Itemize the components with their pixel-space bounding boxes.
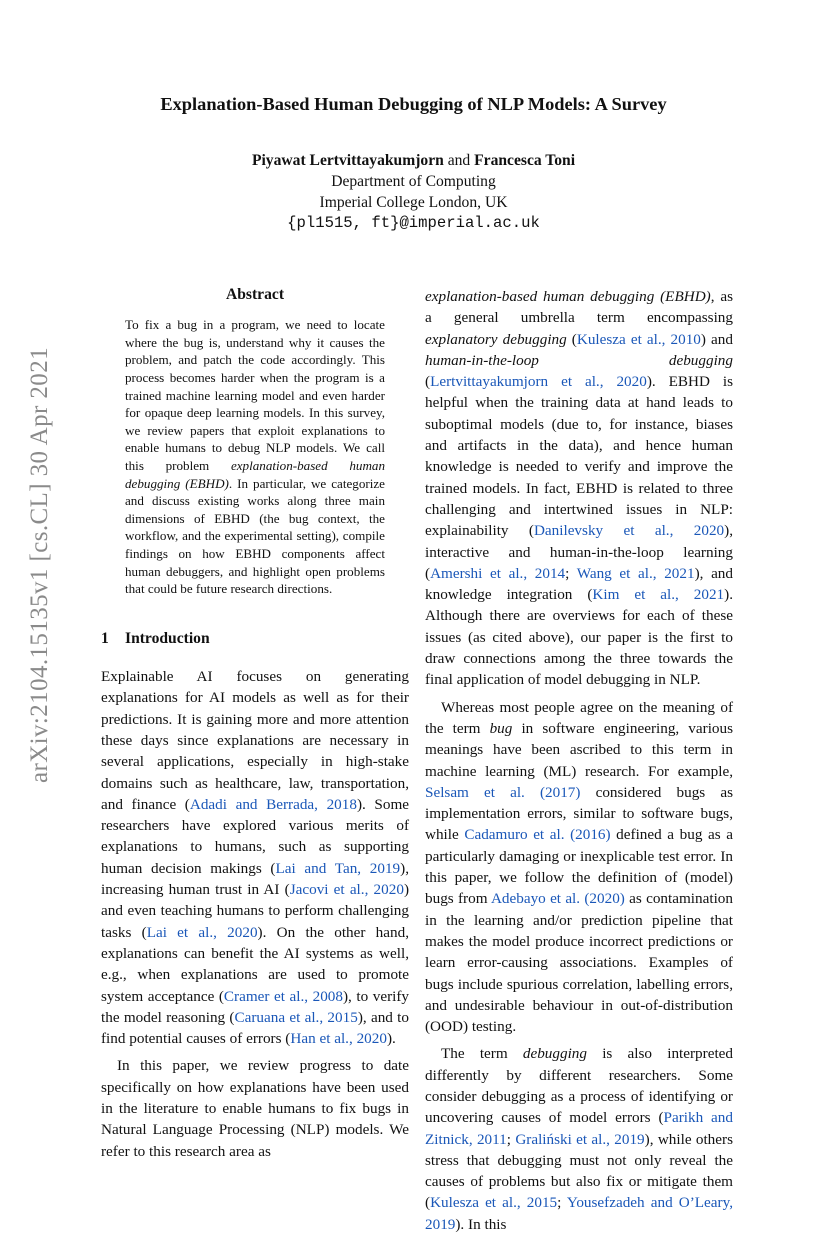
abstract-heading: Abstract	[225, 286, 285, 303]
citation-link[interactable]: Lai and Tan, 2019	[275, 859, 401, 877]
paper-title: Explanation-Based Human Debugging of NLP Models: A Survey	[160, 94, 667, 114]
arxiv-stamp-text: arXiv:2104.15135v1 [cs.CL] 30 Apr 2021	[26, 347, 53, 783]
citation-link[interactable]: Lertvittayakumjorn et al., 2020	[430, 373, 647, 391]
emphasis-term: explanatory debugging	[425, 330, 567, 348]
paragraph-text: ) and	[700, 330, 733, 348]
paragraph-text: (	[425, 373, 431, 391]
right-column	[425, 286, 733, 1241]
paragraph-text: is also interpreted differently by different researchers. Some consider debugging as a process of identifying or uncovering causes of model errors (	[425, 1045, 734, 1127]
section-title: Introduction	[125, 629, 210, 647]
citation-link[interactable]: Kim et al., 2021	[592, 586, 725, 604]
emphasis-term: debugging	[522, 1045, 587, 1063]
affiliation-department: Department of Computing	[331, 173, 496, 190]
paragraph-text: as contamination in the learning and/or prediction pipeline that makes the model produce incorrect predictions or learn error-causing associations. Examples of bugs include spurious correlation, labelling errors, and undesirable behaviour in out-of-distribution (OOD) testing.	[425, 890, 733, 1036]
intro-paragraph-2-start	[101, 1055, 409, 1161]
paragraph-text: ), interactive and human-in-the-loop learning (	[425, 522, 733, 582]
paragraph-text: ). EBHD is helpful when the training data at hand leads to suboptimal models (due to, for instance, biases and artifacts in the data), and hence human knowledge is needed to verify and improve the trained models. In fact, EBHD is related to three challenging and intertwined issues in NLP: explainability (	[425, 373, 734, 540]
citation-link[interactable]: Kulesza et al., 2010	[576, 330, 701, 348]
citation-link[interactable]: Cramer et al., 2008	[223, 987, 343, 1005]
citation-link[interactable]: Adadi and Berrada, 2018	[189, 795, 357, 813]
citation-link[interactable]: Kulesza et al., 2015	[430, 1194, 558, 1212]
intro-paragraph-2-continued	[425, 286, 733, 691]
paragraph-text: , as a general umbrella term encompassing	[425, 288, 734, 327]
paragraph-text: ), while others stress that debugging must not only reveal the causes of problems but also fix or mitigate them (	[425, 1130, 733, 1212]
intro-paragraph-1	[101, 666, 409, 1049]
section-number: 1	[101, 629, 109, 647]
paragraph-text: considered bugs as implementation errors, similar to software bugs, while	[425, 783, 733, 844]
affiliation-institution: Imperial College London, UK	[319, 194, 508, 211]
paragraph-text: (	[566, 330, 577, 348]
paragraph-text: defined a bug as a particularly damaging or inexplicable test error. In this paper, we follow the definition of (model) bugs from	[425, 826, 733, 908]
citation-link[interactable]: Danilevsky et al., 2020	[533, 522, 725, 540]
paragraph-text: In this paper, we review progress to date specifically on how explanations have been used in the literature to enable humans to fix bugs in Natural Language Processing (NLP) models. We refer to this research area as	[101, 1057, 409, 1160]
citation-link[interactable]: Lai et al., 2020	[146, 923, 258, 941]
paragraph-text: in software engineering, various meanings have been ascribed to this term in machine learning (ML) research. For example,	[425, 719, 734, 780]
paragraph-text: ;	[557, 1194, 567, 1212]
abstract-emphasis: explanation-based human debugging (EBHD)	[125, 458, 385, 491]
emphasis-term: human-in-the-loop debugging	[425, 351, 733, 369]
citation-link[interactable]: Cadamuro et al. (2016)	[464, 826, 611, 844]
arxiv-identifier-stamp	[20, 255, 60, 875]
author-block	[0, 150, 827, 234]
paragraph-text: Explainable AI focuses on generating explanations for AI models as well as for their predictions. It is gaining more and more attention these days since explanations are necessary in several applications, especially in high-stake domains such as healthcare, law, transportation, and finance (	[101, 668, 409, 813]
author-name-2: Francesca Toni	[474, 152, 576, 169]
paragraph-text: ), to verify the model reasoning (	[101, 987, 409, 1026]
citation-link[interactable]: Wang et al., 2021	[576, 564, 695, 582]
citation-link[interactable]: Parikh and Zitnick, 2011	[425, 1109, 733, 1148]
paragraph-text: ). Although there are overviews for each of these issues (as cited above), our paper is the first to draw connections among the three towards the final application of model debugging in NLP.	[425, 586, 733, 689]
citation-link[interactable]: Selsam et al. (2017)	[425, 783, 581, 801]
emphasis-term: explanation-based human debugging (EBHD)	[425, 288, 711, 305]
citation-link[interactable]: Han et al., 2020	[290, 1030, 387, 1048]
paragraph-text: ), and knowledge integration (	[425, 564, 733, 604]
paragraph-text: ). In this	[455, 1215, 507, 1233]
emphasis-term: bug	[489, 719, 513, 737]
abstract-body	[125, 316, 385, 598]
citation-link[interactable]: Amershi et al., 2014	[430, 564, 566, 582]
paragraph-text: ;	[506, 1130, 516, 1148]
paragraph-text: ), and to find potential causes of errors (	[101, 1008, 409, 1048]
citation-link[interactable]: Adebayo et al. (2020)	[490, 890, 625, 908]
paragraph-text: The term	[441, 1045, 523, 1063]
abstract-text: To fix a bug in a program, we need to locate where the bug is, understand why it causes the problem, and patch the code accordingly. This process becomes harder when the program is a trained machine learning model and even harder for opaque deep learning models. In this survey, we review papers that exploit explanations to enable humans to debug NLP models. We call this problem	[125, 317, 385, 474]
left-column	[101, 284, 409, 1168]
citation-link[interactable]: Graliński et al., 2019	[515, 1130, 645, 1148]
intro-paragraph-4	[425, 1043, 733, 1235]
author-name-1: Piyawat Lertvittayakumjorn	[251, 152, 444, 169]
paragraph-text: ). On the other hand, explanations can benefit the AI systems as well, e.g., when explanations are used to promote system acceptance (	[101, 923, 410, 1005]
citation-link[interactable]: Caruana et al., 2015	[234, 1008, 358, 1026]
paragraph-text: ;	[565, 564, 577, 582]
author-email: {pl1515, ft}@imperial.ac.uk	[287, 214, 540, 232]
abstract-section	[101, 284, 409, 598]
author-names	[0, 150, 827, 171]
paragraph-text: ) and even teaching humans to perform challenging tasks (	[101, 881, 409, 941]
citation-link[interactable]: Jacovi et al., 2020	[289, 881, 404, 899]
paragraph-text: ), increasing human trust in AI (	[101, 859, 409, 899]
paragraph-text: Whereas most people agree on the meaning of the term	[425, 698, 733, 737]
paragraph-text: ).	[386, 1030, 396, 1048]
introduction-heading	[101, 628, 409, 649]
intro-paragraph-3	[425, 697, 733, 1038]
abstract-text: . In particular, we categorize and discuss existing works along three main dimensions of EBHD (the bug context, the workflow, and the experimental setting), compile findings on how EBHD components affect human debuggers, and highlight open problems that could be future research directions.	[125, 475, 385, 597]
citation-link[interactable]: Yousefzadeh and O’Leary, 2019	[425, 1194, 733, 1233]
author-conjunction: and	[443, 152, 475, 169]
paragraph-text: ). Some researchers have explored various merits of explanations to humans, such as supporting human decision makings (	[101, 795, 409, 877]
